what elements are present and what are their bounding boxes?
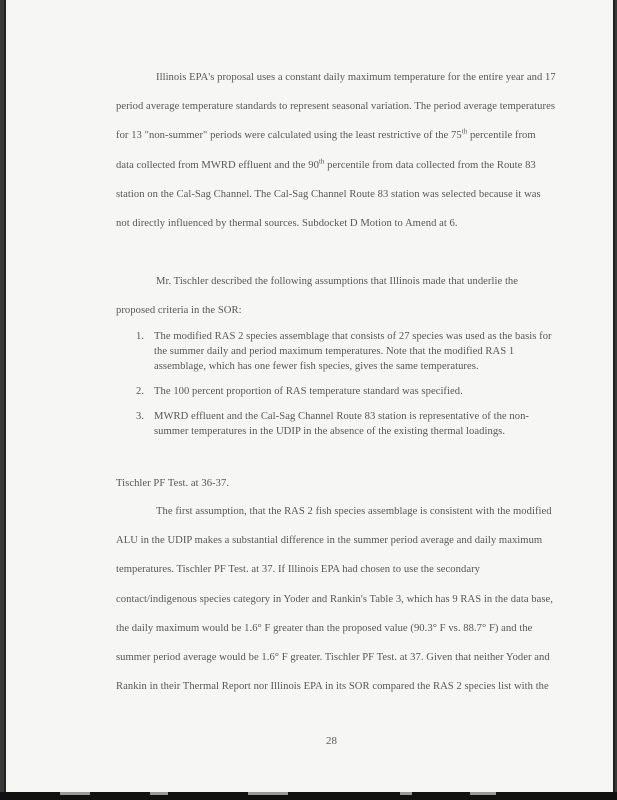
assumption-item-2 <box>136 384 554 399</box>
assumption-item-1 <box>136 329 554 375</box>
paragraph-epa-proposal <box>116 63 556 238</box>
paragraph-2-text: Mr. Tischler described the following assumptions that Illinois made that underlie the proposed criteria in the SOR: <box>116 276 519 317</box>
assumption-number: 2. <box>136 386 145 398</box>
assumptions-list <box>136 329 554 449</box>
assumption-text: The modified RAS 2 species assemblage that consists of 27 species was used as the basis for the summer daily and period maximum temperatures. Note that the modified RAS 1 assemblage, which has one fewer fish species, gives the same temperatures. <box>154 331 552 373</box>
assumption-number: 1. <box>136 331 145 342</box>
paragraph-first-assumption <box>116 497 556 701</box>
assumption-number: 3. <box>136 410 145 422</box>
paragraph-1-text: Illinois EPA's proposal uses a constant daily maximum temperature for the entire year and 17 period average temperature standards to represent seasonal variation. The period average temperatures for 13 "non-summer" periods were calculated using the least restrictive of the 75th percentile from data collected from MWRD effluent and the 90th percentile from data collected from the Route 83 station on the Cal-Sag Channel. The Cal-Sag Channel Route 83 station was selected because it was not directly influenced by thermal sources. Subdocket D Motion to Amend at 6. <box>116 72 556 230</box>
assumption-text: The 100 percent proportion of RAS temperature standard was specified. <box>154 386 463 398</box>
citation: Tischler PF Test. at 36-37. <box>116 478 230 489</box>
assumption-text: MWRD effluent and the Cal-Sag Channel Route 83 station is representative of the non-summer temperatures in the UDIP in the absence of the existing thermal loadings. <box>154 410 529 438</box>
paragraph-3-text: The first assumption, that the RAS 2 fish species assemblage is consistent with the modified ALU in the UDIP makes a substantial difference in the summer period average and daily maximum temperatures. Tischler PF Test. at 37. If Illinois EPA had chosen to use the secondary contact/indigenous species category in Yoder and Rankin's Table 3, which has 9 RAS in the data base, the daily maximum would be 1.6° F greater than the proposed value (90.3° F vs. 88.7° F) and the summer period average would be 1.6° F greater. Tischler PF Test. at 37. Given that neither Yoder and Rankin in their Thermal Report nor Illinois EPA in its SOR compared the RAS 2 species list with the <box>116 506 553 693</box>
paragraph-tischler-assumptions <box>116 267 556 325</box>
document-page <box>4 0 615 792</box>
page-number: 28 <box>326 735 337 747</box>
scan-bottom-edge <box>0 792 617 800</box>
assumption-item-3 <box>136 409 554 439</box>
